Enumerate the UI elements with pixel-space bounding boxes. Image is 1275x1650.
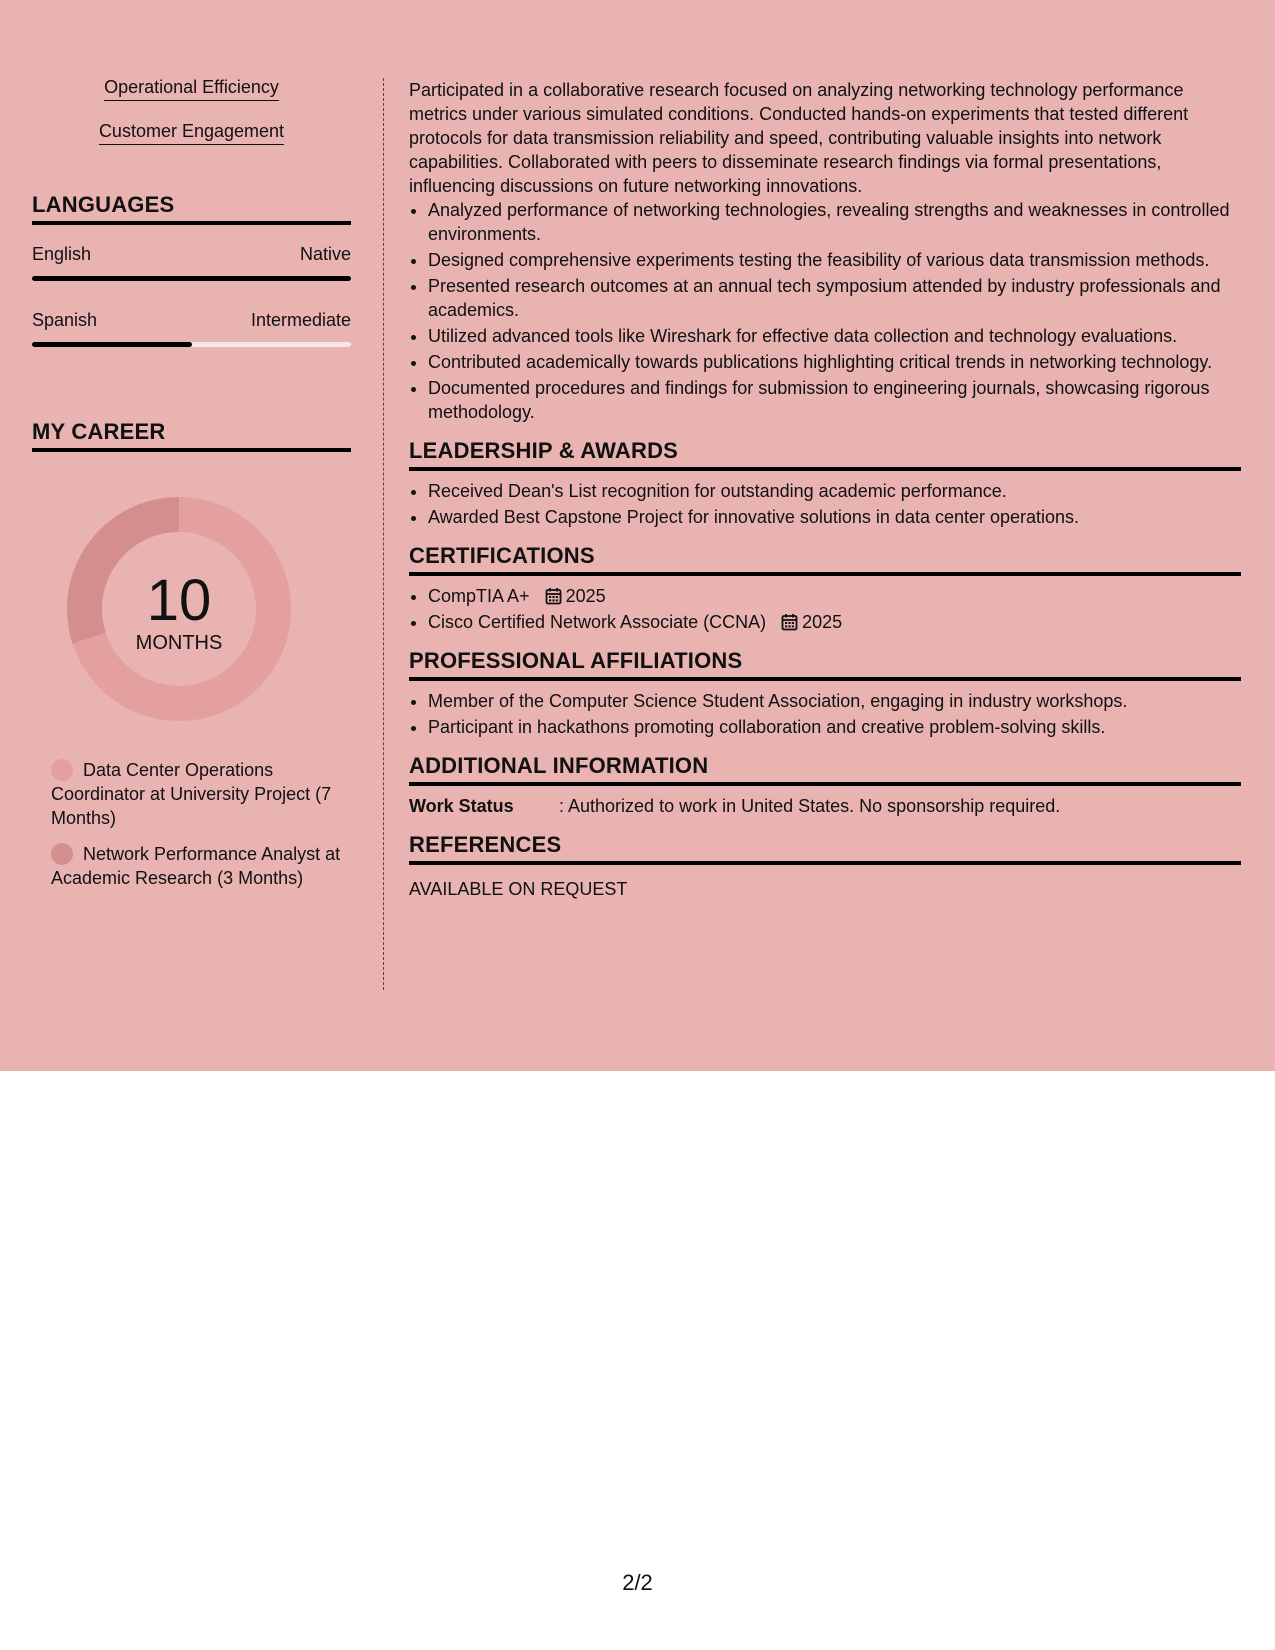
references-heading: REFERENCES — [409, 832, 1241, 865]
affiliations-heading: PROFESSIONAL AFFILIATIONS — [409, 648, 1241, 681]
experience-bullet: • Designed comprehensive experiments testing the feasibility of various data transmission methods. — [428, 248, 1241, 272]
work-status-label: Work Status — [409, 796, 514, 816]
leadership-heading: LEADERSHIP & AWARDS — [409, 438, 1241, 471]
experience-bullets — [409, 198, 1241, 424]
affiliations-list — [409, 689, 1241, 739]
experience-bullet: • Presented research outcomes at an annual tech symposium attended by industry professionals and academics. — [428, 274, 1241, 322]
work-status-row — [409, 794, 1241, 818]
career-item-label: Data Center Operations Coordinator at University Project (7 Months) — [51, 760, 332, 828]
experience-description: Participated in a collaborative research focused on analyzing networking technology performance metrics under various simulated conditions. Conducted hands-on experiments that tested different protocols for data transmission reliability and speed, contributing valuable insights into network capabilities. Collaborated with peers to disseminate research findings via formal presentations, influencing discussions on future networking innovations. — [409, 80, 1189, 196]
language-level: Native — [299, 244, 351, 264]
career-unit: MONTHS — [135, 632, 223, 654]
language-item — [32, 243, 351, 281]
certification-name: CompTIA A+ — [428, 586, 530, 606]
experience-bullet: • Utilized advanced tools like Wireshark for effective data collection and technology evaluations. — [428, 324, 1241, 348]
references-text: AVAILABLE ON REQUEST — [409, 879, 628, 899]
certification-name: Cisco Certified Network Associate (CCNA) — [428, 612, 767, 632]
language-level: Intermediate — [250, 310, 351, 330]
experience-bullet: • Contributed academically towards publications highlighting critical trends in networking technology. — [428, 350, 1241, 374]
calendar-icon — [781, 613, 798, 631]
language-proficiency-fill — [32, 276, 351, 281]
leadership-list — [409, 479, 1241, 529]
certifications-heading: CERTIFICATIONS — [409, 543, 1241, 576]
career-heading: MY CAREER — [32, 419, 351, 452]
affiliation-item: • Participant in hackathons promoting collaboration and creative problem-solving skills. — [428, 715, 1241, 739]
skill-tag: Customer Engagement — [99, 120, 284, 145]
leadership-item: • Received Dean's List recognition for outstanding academic performance. — [428, 479, 1241, 503]
career-legend-item — [51, 758, 341, 830]
experience-bullet: • Documented procedures and findings for submission to engineering journals, showcasing rigorous methodology. — [428, 376, 1241, 424]
career-donut — [66, 496, 292, 722]
leadership-item: • Awarded Best Capstone Project for innovative solutions in data center operations. — [428, 505, 1241, 529]
language-proficiency-bar — [32, 276, 351, 281]
certification-item — [428, 610, 1241, 634]
language-proficiency-fill — [32, 342, 192, 347]
career-legend-item — [51, 842, 341, 890]
certifications-list — [409, 584, 1241, 634]
main-content — [409, 78, 1241, 901]
career-item-label: Network Performance Analyst at Academic Research (3 Months) — [51, 844, 341, 888]
page-number: 2/2 — [622, 1570, 653, 1595]
experience-bullet: • Analyzed performance of networking technologies, revealing strengths and weaknesses in controlled environments. — [428, 198, 1241, 246]
language-name: English — [32, 244, 92, 264]
legend-dot — [51, 843, 73, 865]
language-proficiency-bar — [32, 342, 351, 347]
certification-item — [428, 584, 1241, 608]
legend-dot — [51, 759, 73, 781]
language-name: Spanish — [32, 310, 98, 330]
additional-info-heading: ADDITIONAL INFORMATION — [409, 753, 1241, 786]
skill-list — [32, 76, 351, 164]
column-divider — [383, 78, 384, 990]
calendar-icon — [545, 587, 562, 605]
affiliation-item: • Member of the Computer Science Student Association, engaging in industry workshops. — [428, 689, 1241, 713]
career-legend — [51, 758, 341, 890]
sidebar — [32, 76, 351, 902]
certification-year: 2025 — [565, 586, 606, 606]
skill-tag: Operational Efficiency — [104, 76, 279, 101]
languages-heading: LANGUAGES — [32, 192, 351, 225]
certification-year: 2025 — [802, 612, 843, 632]
career-total: 10 — [146, 568, 212, 633]
language-item — [32, 309, 351, 347]
work-status-value: : Authorized to work in United States. No sponsorship required. — [559, 796, 1061, 816]
